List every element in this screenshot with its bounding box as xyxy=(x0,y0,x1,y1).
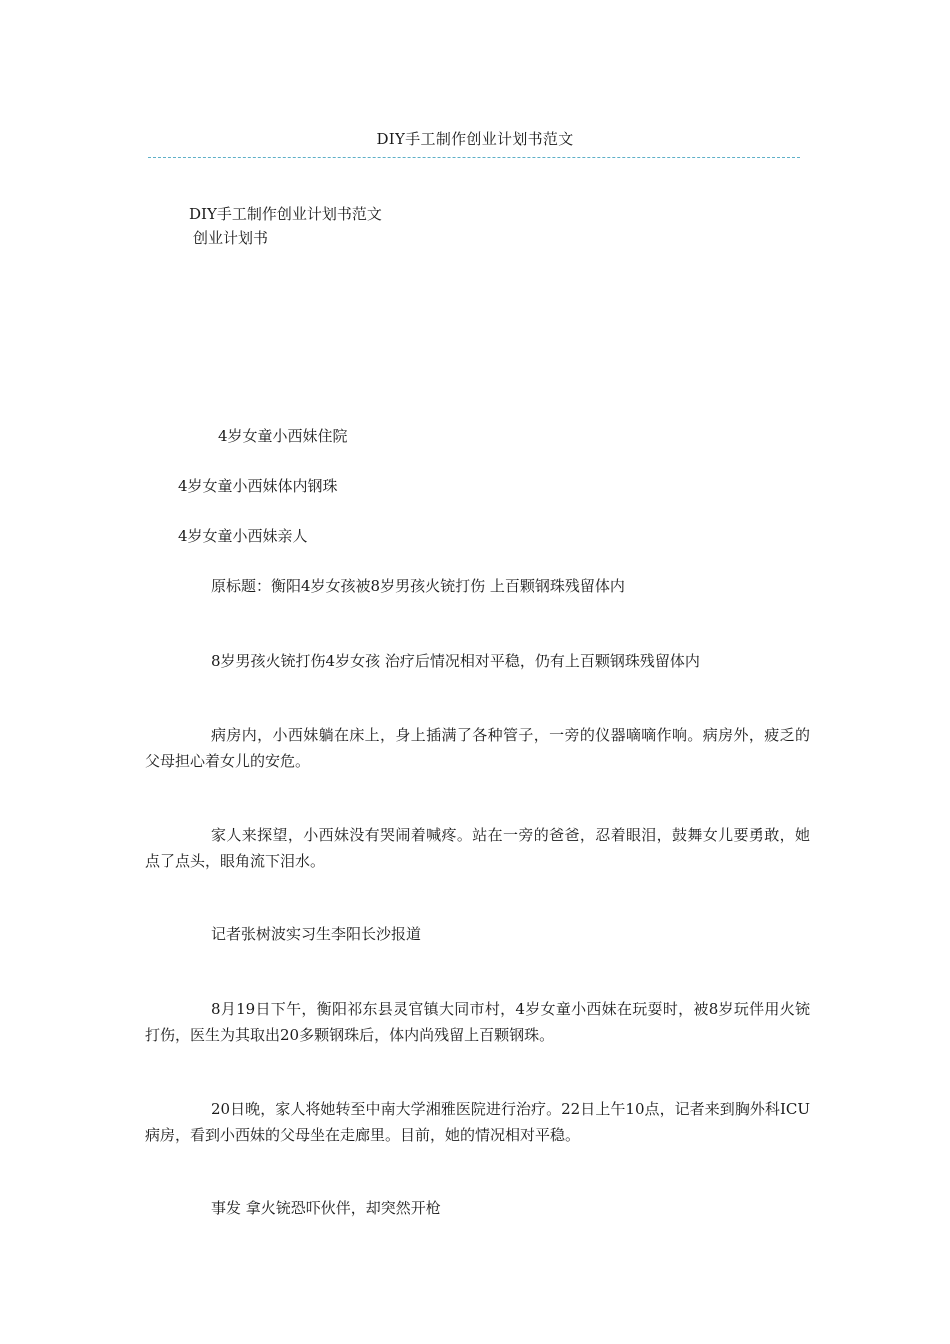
paragraph-family-visit: 家人来探望，小西妹没有哭闹着喊疼。站在一旁的爸爸，忍着眼泪，鼓舞女儿要勇敢，她点了点头，眼角流下泪水。 xyxy=(145,826,810,870)
section-heading: 事发 拿火铳恐吓伙伴，却突然开枪 xyxy=(211,1199,441,1217)
document-title: DIY手工制作创业计划书范文 xyxy=(189,205,382,223)
image-caption-3: 4岁女童小西妹亲人 xyxy=(178,527,308,545)
paragraph-incident: 8月19日下午，衡阳祁东县灵官镇大同市村，4岁女童小西妹在玩耍时，被8岁玩伴用火铳打伤，医生为其取出20多颗钢珠后，体内尚残留上百颗钢珠。 xyxy=(145,1000,810,1044)
paragraph-ward: 病房内，小西妹躺在床上，身上插满了各种管子，一旁的仪器嘀嘀作响。病房外，疲乏的父母担心着女儿的安危。 xyxy=(145,726,810,770)
reporter-byline: 记者张树波实习生李阳长沙报道 xyxy=(211,925,422,943)
page-header-title: DIY手工制作创业计划书范文 xyxy=(376,130,574,148)
original-title: 原标题：衡阳4岁女孩被8岁男孩火铳打伤 上百颗钢珠残留体内 xyxy=(211,577,625,595)
image-caption-2: 4岁女童小西妹体内钢珠 xyxy=(178,477,338,495)
image-caption-1: 4岁女童小西妹住院 xyxy=(218,427,348,445)
paragraph-transfer: 20日晚，家人将她转至中南大学湘雅医院进行治疗。22日上午10点，记者来到胸外科ICU病房，看到小西妹的父母坐在走廊里。目前，她的情况相对平稳。 xyxy=(145,1100,810,1144)
header-divider xyxy=(148,157,800,158)
document-subtitle: 创业计划书 xyxy=(193,229,269,247)
article-headline: 8岁男孩火铳打伤4岁女孩 治疗后情况相对平稳，仍有上百颗钢珠残留体内 xyxy=(211,652,700,670)
